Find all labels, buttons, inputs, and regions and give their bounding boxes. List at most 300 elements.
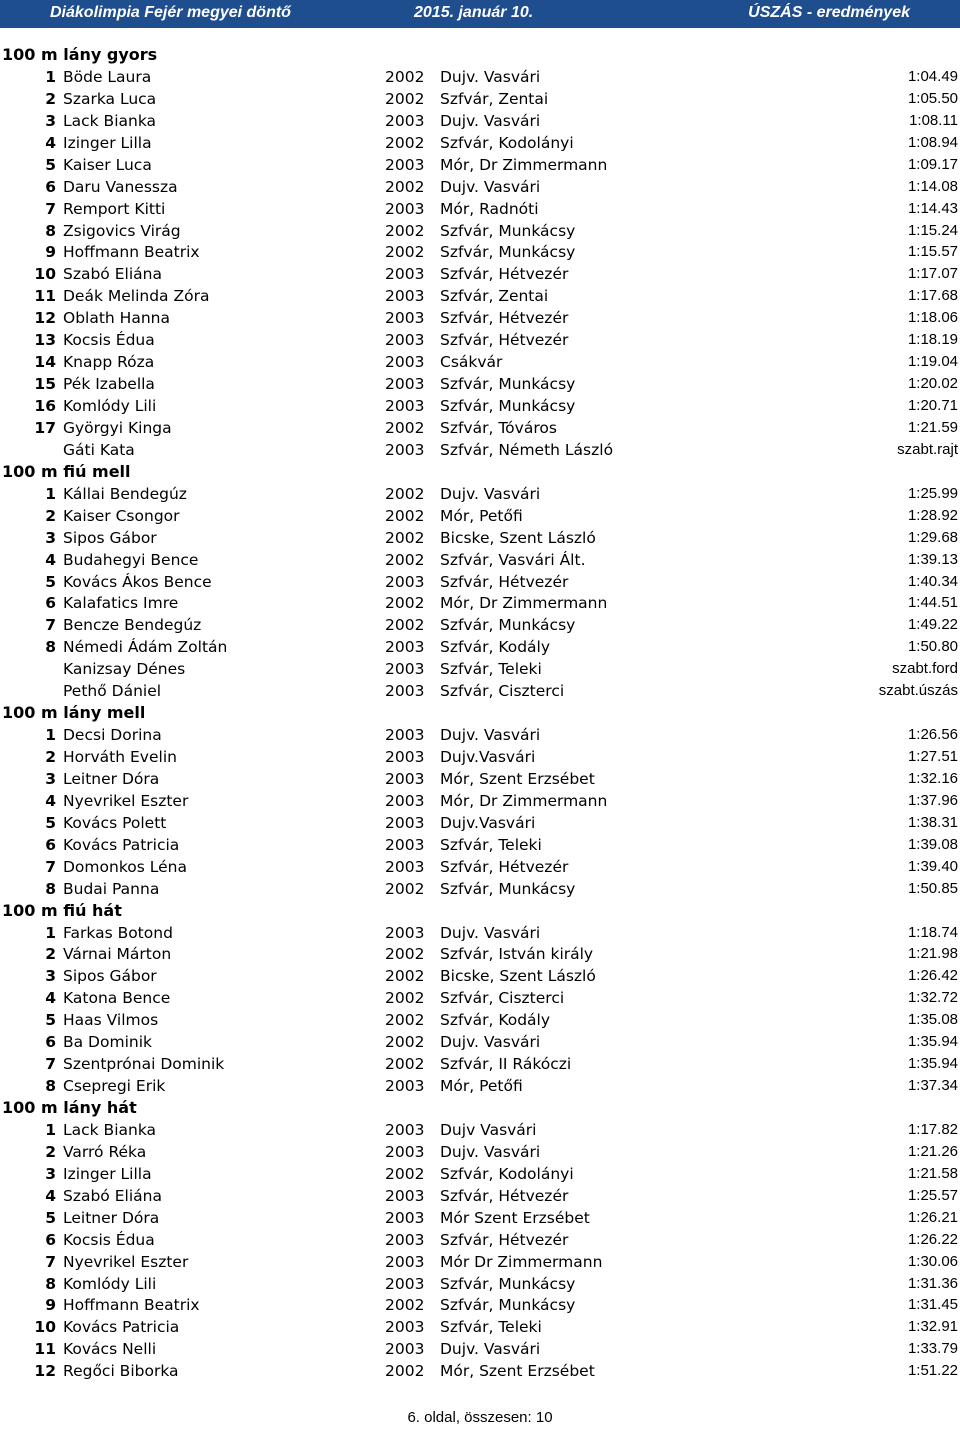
result-name: Gáti Kata <box>63 440 135 459</box>
result-name: Kállai Bendegúz <box>63 484 187 503</box>
result-club: Mór, Radnóti <box>440 199 539 218</box>
result-place: 8 <box>45 638 56 657</box>
event-title: 100 m fiú hát <box>2 900 122 920</box>
result-name: Budai Panna <box>63 879 160 898</box>
result-place: 1 <box>45 67 56 86</box>
result-time: 1:31.45 <box>907 1296 958 1314</box>
result-row <box>0 373 960 395</box>
result-name: Sipos Gábor <box>63 528 157 547</box>
result-year: 2003 <box>385 287 425 306</box>
result-year: 2003 <box>385 331 425 350</box>
result-club: Szfvár, Hétvezér <box>440 331 569 350</box>
result-row <box>0 943 960 965</box>
result-year: 2002 <box>385 221 425 240</box>
result-name: Kovács Patricia <box>63 835 180 854</box>
result-year: 2002 <box>385 550 425 569</box>
result-club: Mór, Dr Zimmermann <box>440 791 608 810</box>
result-name: Lack Bianka <box>63 1120 157 1139</box>
result-time: 1:39.40 <box>907 857 958 875</box>
result-club: Dujv. Vasvári <box>440 923 541 942</box>
result-club: Szfvár, Ciszterci <box>440 989 565 1008</box>
result-year: 2003 <box>385 353 425 372</box>
result-club: Szfvár, Hétvezér <box>440 572 569 591</box>
result-place: 8 <box>45 879 56 898</box>
result-club: Szfvár, Vasvári Ált. <box>440 550 586 569</box>
result-time: 1:21.58 <box>907 1164 958 1182</box>
result-year: 2003 <box>385 1142 425 1161</box>
result-time: 1:18.74 <box>907 923 958 941</box>
result-row <box>0 878 960 900</box>
result-time: 1:50.80 <box>907 638 958 656</box>
result-time: 1:20.71 <box>907 397 958 414</box>
result-place: 4 <box>45 1186 56 1205</box>
result-row <box>0 1031 960 1053</box>
header-date: 2015. január 10. <box>414 4 534 21</box>
result-club: Szfvár, Munkácsy <box>440 243 576 262</box>
result-name: Kalafatics Imre <box>63 594 179 613</box>
result-club: Szfvár, Hétvezér <box>440 265 569 284</box>
result-place: 6 <box>45 1033 56 1052</box>
result-name: Pék Izabella <box>63 375 155 394</box>
result-row <box>0 329 960 351</box>
event-heading <box>0 44 960 66</box>
result-year: 2003 <box>385 309 425 328</box>
result-name: Szarka Luca <box>63 89 157 108</box>
result-time: 1:26.21 <box>907 1208 958 1226</box>
event-title: 100 m lány gyors <box>2 45 158 64</box>
result-place: 10 <box>34 265 56 284</box>
result-place: 13 <box>34 331 56 350</box>
result-name: Horváth Evelin <box>63 748 177 766</box>
result-name: Sipos Gábor <box>63 967 157 986</box>
result-time: 1:28.92 <box>907 506 958 524</box>
result-time: 1:32.16 <box>907 769 958 787</box>
result-time: 1:37.34 <box>907 1077 958 1095</box>
result-year: 2002 <box>385 1164 425 1183</box>
result-year: 2003 <box>385 199 425 218</box>
result-club: Szfvár, Munkácsy <box>440 221 576 240</box>
result-time: 1:26.42 <box>907 967 958 985</box>
result-row <box>0 965 960 987</box>
result-row <box>0 241 960 263</box>
result-year: 2003 <box>385 748 425 766</box>
result-row <box>0 812 960 834</box>
result-name: Várnai Márton <box>63 945 172 964</box>
result-name: Kocsis Édua <box>63 331 155 350</box>
result-club: Dujv. Vasvári <box>440 484 541 503</box>
result-year: 2003 <box>385 1274 425 1293</box>
result-row <box>0 395 960 417</box>
result-row <box>0 636 960 658</box>
result-row <box>0 505 960 527</box>
result-place: 5 <box>45 572 56 591</box>
result-name: Komlódy Lili <box>63 1274 157 1293</box>
result-place: 5 <box>45 1011 56 1030</box>
event-heading <box>0 1097 960 1119</box>
result-row <box>0 483 960 505</box>
result-time: 1:32.91 <box>907 1318 958 1336</box>
event-title: 100 m fiú mell <box>2 461 131 481</box>
result-place: 3 <box>45 111 56 130</box>
result-year: 2003 <box>385 726 425 745</box>
result-row <box>0 746 960 768</box>
result-club: Mór Szent Erzsébet <box>440 1208 590 1227</box>
result-year: 2002 <box>385 945 425 964</box>
result-club: Szfvár, Kodolányi <box>440 1164 574 1183</box>
result-place: 9 <box>45 243 56 262</box>
result-row <box>0 768 960 790</box>
result-club: Bicske, Szent László <box>440 528 596 547</box>
result-name: Kaiser Luca <box>63 155 152 174</box>
result-row <box>0 1141 960 1163</box>
result-place: 2 <box>45 945 56 964</box>
result-year: 2002 <box>385 1362 425 1381</box>
result-time: 1:18.19 <box>907 331 958 349</box>
result-year: 2002 <box>385 89 425 108</box>
result-row <box>0 834 960 856</box>
result-place: 8 <box>45 1077 56 1096</box>
result-club: Szfvár, Tóváros <box>440 418 557 437</box>
result-name: Leitner Dóra <box>63 769 160 788</box>
result-name: Zsigovics Virág <box>63 221 181 240</box>
result-name: Varró Réka <box>63 1142 147 1161</box>
result-club: Mór Dr Zimmermann <box>440 1252 603 1271</box>
result-club: Dujv. Vasvári <box>440 726 541 745</box>
result-place: 5 <box>45 1208 56 1227</box>
result-name: Kovács Polett <box>63 813 167 832</box>
result-year: 2002 <box>385 989 425 1008</box>
result-time: 1:49.22 <box>907 616 958 634</box>
result-place: 1 <box>45 923 56 942</box>
result-time: 1:17.68 <box>907 287 958 305</box>
result-row <box>0 1294 960 1316</box>
result-place: 16 <box>34 397 56 415</box>
result-time: 1:27.51 <box>907 748 958 765</box>
page-footer: 6. oldal, összesen: 10 <box>407 1409 553 1426</box>
result-place: 4 <box>45 133 56 152</box>
result-year: 2003 <box>385 1077 425 1096</box>
result-year: 2003 <box>385 1252 425 1271</box>
result-time: 1:50.85 <box>907 879 958 897</box>
result-year: 2003 <box>385 923 425 942</box>
result-row <box>0 1119 960 1141</box>
result-year: 2003 <box>385 813 425 832</box>
result-place: 11 <box>34 1340 56 1359</box>
result-club: Dujv Vasvári <box>440 1120 537 1139</box>
result-place: 4 <box>45 791 56 810</box>
result-name: Daru Vanessza <box>63 177 178 196</box>
result-name: Ba Dominik <box>63 1033 152 1052</box>
result-name: Györgyi Kinga <box>63 418 172 437</box>
result-year: 2002 <box>385 177 425 196</box>
result-place: 3 <box>45 967 56 986</box>
result-time: 1:05.50 <box>907 89 958 107</box>
result-time: 1:15.24 <box>907 221 958 239</box>
result-row <box>0 527 960 549</box>
result-year: 2003 <box>385 660 425 679</box>
result-row <box>0 66 960 88</box>
result-row <box>0 1207 960 1229</box>
result-time: 1:25.57 <box>907 1186 958 1204</box>
result-club: Mór, Dr Zimmermann <box>440 594 608 613</box>
result-name: Pethő Dániel <box>63 682 162 701</box>
result-place: 8 <box>45 221 56 240</box>
result-row <box>0 417 960 439</box>
result-row <box>0 88 960 110</box>
result-name: Domonkos Léna <box>63 857 187 876</box>
result-name: Kovács Patricia <box>63 1318 180 1337</box>
result-place: 12 <box>34 309 56 328</box>
result-name: Katona Bence <box>63 989 171 1008</box>
result-row <box>0 351 960 373</box>
result-row <box>0 1273 960 1295</box>
result-row <box>0 1229 960 1251</box>
result-place: 3 <box>45 528 56 547</box>
result-name: Némedi Ádám Zoltán <box>63 638 228 657</box>
result-place: 7 <box>45 1252 56 1271</box>
result-place: 11 <box>34 287 56 306</box>
result-year: 2003 <box>385 572 425 591</box>
result-club: Szfvár, Kodály <box>440 1011 551 1030</box>
result-row <box>0 724 960 746</box>
result-row <box>0 1360 960 1382</box>
result-name: Izinger Lilla <box>63 133 152 152</box>
result-year: 2003 <box>385 835 425 854</box>
result-name: Kovács Nelli <box>63 1340 157 1359</box>
result-year: 2002 <box>385 879 425 898</box>
result-time: 1:39.13 <box>907 550 958 568</box>
result-row <box>0 1316 960 1338</box>
result-name: Deák Melinda Zóra <box>63 287 210 306</box>
result-year: 2002 <box>385 1055 425 1074</box>
result-club: Szfvár, Munkácsy <box>440 397 576 415</box>
result-row <box>0 592 960 614</box>
result-time: 1:08.11 <box>909 111 958 129</box>
result-name: Szentprónai Dominik <box>63 1055 225 1074</box>
result-year: 2002 <box>385 418 425 437</box>
result-place: 3 <box>45 769 56 788</box>
result-row <box>0 571 960 593</box>
result-club: Dujv. Vasvári <box>440 1142 541 1161</box>
result-club: Dujv. Vasvári <box>440 111 541 130</box>
result-name: Kovács Ákos Bence <box>63 572 212 591</box>
result-place: 9 <box>45 1296 56 1315</box>
result-row <box>0 987 960 1009</box>
result-time: 1:04.49 <box>907 67 958 85</box>
result-club: Dujv.Vasvári <box>440 748 536 766</box>
result-row <box>0 263 960 285</box>
result-place: 7 <box>45 857 56 876</box>
result-row <box>0 680 960 702</box>
result-place: 6 <box>45 1230 56 1249</box>
result-name: Budahegyi Bence <box>63 550 199 569</box>
result-place: 1 <box>45 1120 56 1139</box>
result-year: 2002 <box>385 616 425 635</box>
result-place: 1 <box>45 726 56 745</box>
result-club: Szfvár, Kodály <box>440 638 551 657</box>
result-year: 2002 <box>385 1296 425 1315</box>
header-competition: Diákolimpia Fejér megyei döntő <box>50 4 291 21</box>
result-name: Kanizsay Dénes <box>63 660 186 679</box>
result-club: Dujv. Vasvári <box>440 1340 541 1359</box>
result-year: 2003 <box>385 111 425 130</box>
result-club: Szfvár, Munkácsy <box>440 375 576 394</box>
result-year: 2003 <box>385 397 425 415</box>
result-row <box>0 658 960 680</box>
result-row <box>0 856 960 878</box>
result-place: 4 <box>45 989 56 1008</box>
event-heading <box>0 702 960 724</box>
result-club: Szfvár, Munkácsy <box>440 1296 576 1315</box>
result-time: 1:31.36 <box>907 1274 958 1292</box>
result-year: 2002 <box>385 243 425 262</box>
result-place: 6 <box>45 177 56 196</box>
result-year: 2002 <box>385 1033 425 1052</box>
result-name: Böde Laura <box>63 67 152 86</box>
result-name: Nyevrikel Eszter <box>63 791 189 810</box>
page-header <box>0 0 960 28</box>
result-time: 1:21.98 <box>907 945 958 963</box>
result-year: 2003 <box>385 682 425 701</box>
result-time: 1:17.07 <box>907 265 958 283</box>
result-row <box>0 439 960 461</box>
result-club: Dujv.Vasvári <box>440 813 536 832</box>
result-name: Hoffmann Beatrix <box>63 243 200 262</box>
result-time: 1:35.94 <box>907 1055 958 1073</box>
event-heading <box>0 900 960 922</box>
result-row <box>0 1338 960 1360</box>
result-name: Remport Kitti <box>63 199 166 218</box>
result-row <box>0 176 960 198</box>
result-club: Dujv. Vasvári <box>440 1033 541 1052</box>
result-place: 15 <box>34 375 56 394</box>
result-time: 1:51.22 <box>907 1362 958 1380</box>
result-row <box>0 285 960 307</box>
result-time: 1:39.08 <box>907 835 958 853</box>
result-club: Szfvár, Kodolányi <box>440 133 574 152</box>
result-row <box>0 922 960 944</box>
result-row <box>0 220 960 242</box>
result-name: Bencze Bendegúz <box>63 616 202 635</box>
result-club: Dujv. Vasvári <box>440 177 541 196</box>
result-name: Kaiser Csongor <box>63 506 180 525</box>
result-name: Kocsis Édua <box>63 1230 155 1249</box>
result-place: 2 <box>45 89 56 108</box>
event-heading <box>0 461 960 483</box>
result-name: Leitner Dóra <box>63 1208 160 1227</box>
result-year: 2002 <box>385 506 425 525</box>
result-year: 2003 <box>385 1120 425 1139</box>
result-year: 2002 <box>385 594 425 613</box>
result-time: 1:15.57 <box>907 243 958 261</box>
result-club: Mór, Szent Erzsébet <box>440 1362 595 1381</box>
result-place: 7 <box>45 616 56 635</box>
header-title: ÚSZÁS - eredmények <box>748 4 910 21</box>
result-row <box>0 154 960 176</box>
result-name: Nyevrikel Eszter <box>63 1252 189 1271</box>
result-time: szabt.rajt <box>897 440 958 458</box>
result-place: 7 <box>45 1055 56 1074</box>
result-club: Szfvár, Munkácsy <box>440 616 576 635</box>
result-name: Hoffmann Beatrix <box>63 1296 200 1315</box>
result-club: Bicske, Szent László <box>440 967 596 986</box>
result-club: Szfvár, Zentai <box>440 287 549 306</box>
result-time: 1:35.94 <box>907 1033 958 1051</box>
result-year: 2003 <box>385 1208 425 1227</box>
result-time: 1:20.02 <box>907 375 958 393</box>
result-time: 1:26.56 <box>907 726 958 744</box>
result-place: 6 <box>45 835 56 854</box>
result-place: 3 <box>45 1164 56 1183</box>
result-club: Mór, Petőfi <box>440 506 523 525</box>
result-place: 5 <box>45 813 56 832</box>
result-place: 6 <box>45 594 56 613</box>
result-place: 2 <box>45 748 56 766</box>
result-time: 1:26.22 <box>907 1230 958 1248</box>
result-time: szabt.ford <box>892 660 958 678</box>
result-club: Szfvár, II Rákóczi <box>440 1055 572 1074</box>
result-place: 1 <box>45 484 56 503</box>
result-time: 1:44.51 <box>907 594 958 612</box>
result-year: 2002 <box>385 133 425 152</box>
result-row <box>0 198 960 220</box>
result-club: Mór, Dr Zimmermann <box>440 155 608 174</box>
results-list <box>0 44 960 1382</box>
result-club: Szfvár, Teleki <box>440 1318 542 1337</box>
result-place: 7 <box>45 199 56 218</box>
result-time: 1:32.72 <box>907 989 958 1007</box>
result-year: 2003 <box>385 1318 425 1337</box>
result-club: Mór, Szent Erzsébet <box>440 769 595 788</box>
result-club: Szfvár, Hétvezér <box>440 309 569 328</box>
result-time: 1:14.08 <box>907 177 958 195</box>
result-year: 2002 <box>385 1011 425 1030</box>
event-title: 100 m lány hát <box>2 1098 137 1117</box>
result-name: Szabó Eliána <box>63 265 162 284</box>
result-club: Szfvár, Németh László <box>440 440 614 459</box>
result-club: Szfvár, Munkácsy <box>440 1274 576 1293</box>
result-time: 1:21.59 <box>907 418 958 436</box>
result-row <box>0 132 960 154</box>
result-club: Szfvár, István király <box>440 945 594 964</box>
result-place: 12 <box>34 1362 56 1381</box>
result-time: 1:35.08 <box>907 1011 958 1029</box>
result-year: 2003 <box>385 1186 425 1205</box>
result-time: szabt.úszás <box>878 682 958 700</box>
result-time: 1:37.96 <box>907 791 958 809</box>
result-time: 1:17.82 <box>907 1120 958 1138</box>
result-year: 2002 <box>385 484 425 503</box>
result-club: Szfvár, Teleki <box>440 835 542 854</box>
result-place: 10 <box>34 1318 56 1337</box>
result-year: 2002 <box>385 67 425 86</box>
result-row <box>0 110 960 132</box>
result-club: Szfvár, Hétvezér <box>440 1186 569 1205</box>
result-year: 2003 <box>385 1230 425 1249</box>
result-name: Haas Vilmos <box>63 1011 159 1030</box>
result-time: 1:19.04 <box>907 353 958 371</box>
result-year: 2002 <box>385 528 425 547</box>
result-row <box>0 1251 960 1273</box>
result-year: 2003 <box>385 769 425 788</box>
result-club: Szfvár, Ciszterci <box>440 682 565 701</box>
result-club: Szfvár, Teleki <box>440 660 542 679</box>
result-time: 1:09.17 <box>907 155 958 173</box>
result-row <box>0 614 960 636</box>
result-name: Regőci Biborka <box>63 1362 179 1381</box>
result-year: 2003 <box>385 440 425 459</box>
result-row <box>0 790 960 812</box>
